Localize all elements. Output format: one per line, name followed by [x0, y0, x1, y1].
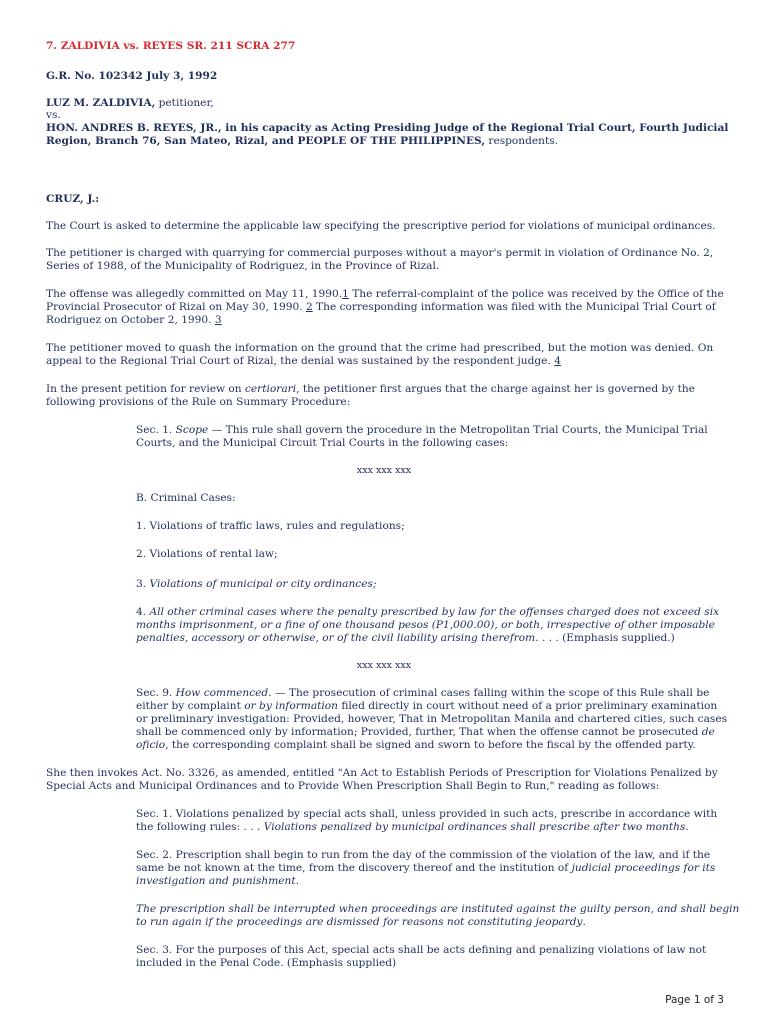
- paragraph-4-line-2: [46, 354, 728, 368]
- respondent-names: Region, Branch 76, San Mateo, Rizal, and PEOPLE OF THE PHILIPPINES,: [46, 135, 486, 147]
- text: .: [582, 916, 586, 928]
- list-item-4-line-3: [136, 631, 728, 645]
- text: same be not known at the time, from the discovery thereof and the institution of: [136, 862, 572, 874]
- paragraph-6-line-2: Special Acts and Municipal Ordinances and to Provide When Prescription Shall Begin to Run," reading as follows:: [46, 780, 660, 792]
- list-item-4-line-2: months imprisonment, or a fine of one thousand pesos (P1,000.00), or both, irrespective of other imposable: [136, 619, 715, 631]
- text: All other criminal cases where the penalty prescribed by law for the offenses charged does not exceed six: [149, 606, 720, 618]
- quote-1-line-2: Courts, and the Municipal Circuit Trial Courts in the following cases:: [136, 437, 509, 449]
- text: .: [295, 875, 299, 887]
- list-item-2: 2. Violations of rental law;: [136, 548, 278, 560]
- text: . . . . (Emphasis supplied.): [535, 632, 675, 644]
- separator-1: xxx xxx xxx: [356, 465, 412, 476]
- quote-act-sec3-line-1: Sec. 3. For the purposes of this Act, special acts shall be acts defining and penalizing violations of law not: [136, 944, 707, 956]
- petitioner-role: petitioner,: [155, 97, 214, 109]
- text: .: [685, 821, 689, 833]
- text: The offense was allegedly committed on May 11, 1990.: [46, 288, 343, 300]
- gr-number: G.R. No. 102342 July 3, 1992: [46, 70, 218, 82]
- text: , the petitioner first argues that the charge against her is governed by the: [296, 383, 695, 395]
- text: penalties, accessory or otherwise, or of the civil liability arising therefrom: [136, 632, 536, 644]
- quote-act-interruption-line-2: [136, 915, 728, 929]
- text: The corresponding information was filed with the Municipal Trial Court of: [312, 301, 716, 313]
- text: either by complaint: [136, 700, 245, 712]
- text: filed directly in court without need of a prior preliminary examination: [337, 700, 718, 712]
- text: investigation and punishment: [136, 875, 296, 887]
- text: Sec. 1.: [136, 424, 176, 436]
- text: Violations of municipal or city ordinances;: [149, 578, 377, 590]
- text: 3.: [136, 578, 150, 590]
- text: 4.: [136, 606, 150, 618]
- text: or by information: [244, 700, 338, 712]
- text: certiorari: [244, 383, 297, 395]
- text: In the present petition for review on: [46, 383, 245, 395]
- text: Scope: [175, 424, 209, 436]
- text: Sec. 9.: [136, 687, 176, 699]
- paragraph-4-line-1: The petitioner moved to quash the information on the ground that the crime had prescribed, but the motion was denied. On: [46, 342, 714, 354]
- text: . — The prosecution of criminal cases falling within the scope of this Rule shall be: [268, 687, 710, 699]
- paragraph-3-line-3: [46, 313, 728, 327]
- paragraph-3-line-2: [46, 300, 728, 314]
- list-item-4-line-1: [136, 605, 728, 619]
- text: appeal to the Regional Trial Court of Rizal, the denial was sustained by the respondent judge.: [46, 355, 555, 367]
- list-item-3: [136, 577, 728, 591]
- footnote-3-link[interactable]: 3: [214, 314, 222, 326]
- respondent-line-1: HON. ANDRES B. REYES, JR., in his capacity as Acting Presiding Judge of the Regional Trial Court, Fourth Judicial: [46, 122, 729, 134]
- paragraph-2-line-1: The petitioner is charged with quarrying for commercial purposes without a mayor's permit in violation of Ordinance No. 2,: [46, 247, 714, 259]
- text: Rodriguez on October 2, 1990.: [46, 314, 215, 326]
- criminal-cases-heading: B. Criminal Cases:: [136, 492, 236, 504]
- text: to run again if the proceedings are dismissed for reasons not constituting jeopardy: [136, 916, 583, 928]
- footnote-1-link[interactable]: 1: [342, 288, 349, 300]
- text: How commenced: [175, 687, 269, 699]
- paragraph-1: The Court is asked to determine the applicable law specifying the prescriptive period for violations of municipal ordinances.: [46, 220, 716, 232]
- paragraph-5-line-1: [46, 382, 728, 396]
- versus: vs.: [46, 109, 61, 121]
- petitioner-name: LUZ M. ZALDIVIA,: [46, 97, 156, 109]
- quote-act-sec1-line-1: Sec. 1. Violations penalized by special acts shall, unless provided in such acts, prescribe in accordance with: [136, 808, 718, 820]
- ponente: CRUZ, J.:: [46, 193, 100, 205]
- text: the following rules: . . .: [136, 821, 264, 833]
- text: judicial proceedings for its: [571, 862, 716, 874]
- paragraph-5-line-2: following provisions of the Rule on Summary Procedure:: [46, 396, 351, 408]
- text: The referral-complaint of the police was received by the Office of the: [348, 288, 724, 300]
- list-item-1: 1. Violations of traffic laws, rules and regulations;: [136, 520, 405, 532]
- text: de: [701, 726, 715, 738]
- footnote-4-link[interactable]: 4: [554, 355, 561, 367]
- quote-act-interruption-line-1: The prescription shall be interrupted when proceedings are instituted against the guilty person, and shall begin: [136, 903, 740, 915]
- text: , the corresponding complaint shall be signed and sworn to before the fiscal by the offended party.: [165, 739, 696, 751]
- quote-sec9-line-4: [136, 725, 728, 739]
- paragraph-3-line-1: [46, 287, 728, 301]
- paragraph-2-line-2: Series of 1988, of the Municipality of Rodriguez, in the Province of Rizal.: [46, 260, 440, 272]
- quote-sec9-line-5: [136, 738, 728, 752]
- case-title: 7. ZALDIVIA vs. REYES SR. 211 SCRA 277: [46, 40, 296, 52]
- text: shall be commenced only by information; Provided, further, That when the offense cannot be prosecuted: [136, 726, 702, 738]
- quote-act-sec3-line-2: included in the Penal Code. (Emphasis supplied): [136, 957, 397, 969]
- paragraph-6-line-1: She then invokes Act. No. 3326, as amended, entitled "An Act to Establish Periods of Prescription for Violations Penalized by: [46, 767, 718, 779]
- quote-act-sec2-line-1: Sec. 2. Prescription shall begin to run from the day of the commission of the violation of the law, and if the: [136, 849, 711, 861]
- quote-sec9-line-3: or preliminary investigation: Provided, however, That in Metropolitan Manila and chartered cities, such cases: [136, 713, 728, 725]
- text: — This rule shall govern the procedure in the Metropolitan Trial Courts, the Municipal Trial: [208, 424, 708, 436]
- quote-sec9-line-1: [136, 686, 728, 700]
- text: Provincial Prosecutor of Rizal on May 30, 1990.: [46, 301, 306, 313]
- text: Violations penalized by municipal ordinances shall prescribe after two months: [263, 821, 686, 833]
- page-number: Page 1 of 3: [665, 994, 724, 1006]
- quote-act-sec2-line-2: [136, 861, 728, 875]
- quote-act-sec1-line-2: [136, 820, 728, 834]
- quote-1-line-1: [136, 423, 728, 437]
- quote-act-sec2-line-3: [136, 874, 728, 888]
- text: oficio: [136, 739, 166, 751]
- quote-sec9-line-2: [136, 699, 728, 713]
- respondent-role: respondents.: [485, 135, 559, 147]
- footnote-2-link[interactable]: 2: [305, 301, 313, 313]
- separator-2: xxx xxx xxx: [356, 660, 412, 671]
- respondent-line-2: [46, 134, 728, 148]
